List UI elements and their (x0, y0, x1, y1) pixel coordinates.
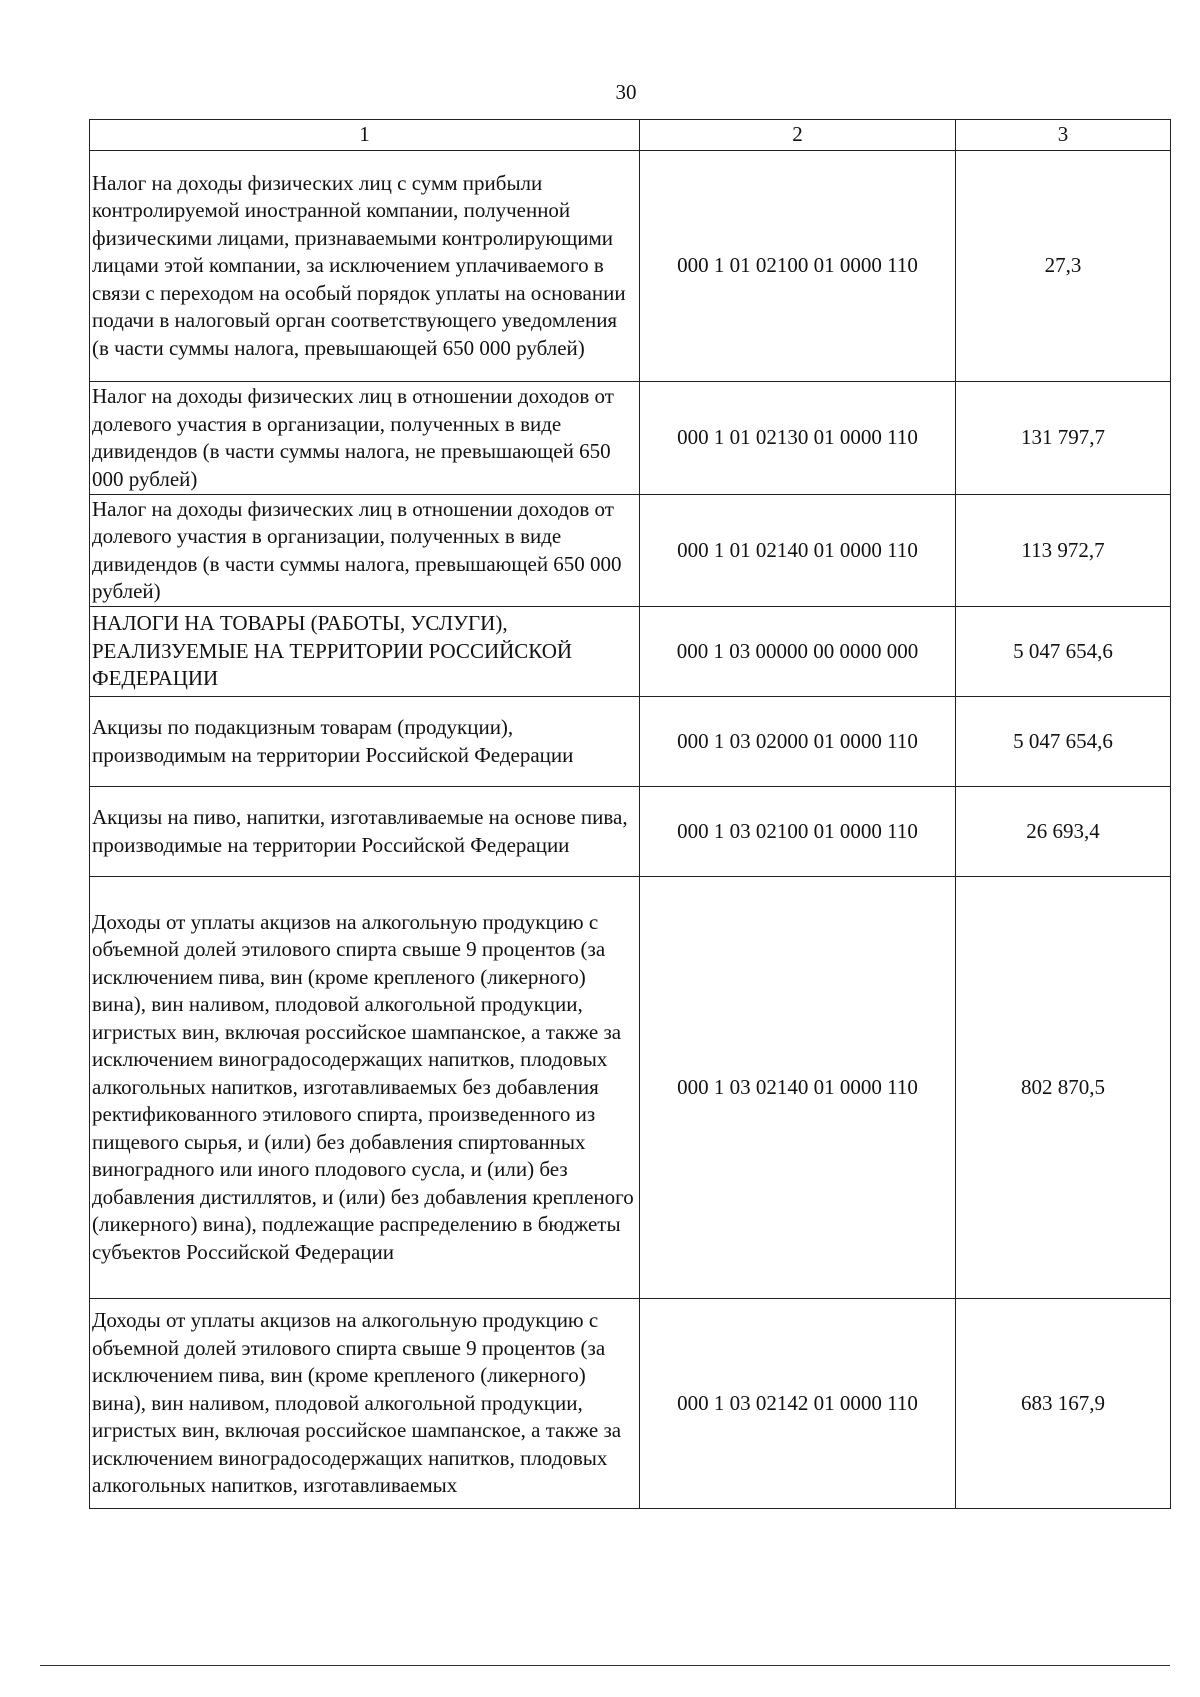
table-row (90, 607, 1171, 697)
row-name: Налог на доходы физических лиц с сумм прибыли контролируемой иностранной компании, полученной физическими лицами, признаваемыми контролирующими лицами этой компании, за исключением уплачиваемого в связи с переходом на особый порядок уплаты на основании подачи в налоговый орган соответствующего уведомления (в части суммы налога, превышающей 650 000 рублей) (90, 151, 640, 382)
row-code: 000 1 01 02140 01 0000 110 (640, 495, 956, 607)
row-name: Доходы от уплаты акцизов на алкогольную продукцию с объемной долей этилового спирта свыше 9 процентов (за исключением пива, вин (кроме крепленого (ликерного) вина), вин наливом, плодовой алкогольной продукции, игристых вин, включая российское шампанское, а также за исключением виноградосодержащих напитков, плодовых алкогольных напитков, изготавливаемых (90, 1299, 640, 1509)
table-row (90, 495, 1171, 607)
row-code: 000 1 01 02130 01 0000 110 (640, 382, 956, 495)
table-row (90, 787, 1171, 877)
row-code: 000 1 03 02000 01 0000 110 (640, 697, 956, 787)
table-row (90, 697, 1171, 787)
table-row (90, 1299, 1171, 1509)
row-amount: 683 167,9 (956, 1299, 1171, 1509)
row-amount: 131 797,7 (956, 382, 1171, 495)
row-amount: 5 047 654,6 (956, 697, 1171, 787)
revenue-table (89, 119, 1171, 1509)
row-amount: 802 870,5 (956, 877, 1171, 1299)
column-header-code: 2 (640, 120, 956, 151)
row-name: Акцизы по подакцизным товарам (продукции), производимым на территории Российской Федерации (90, 697, 640, 787)
row-code: 000 1 03 02100 01 0000 110 (640, 787, 956, 877)
row-name: НАЛОГИ НА ТОВАРЫ (РАБОТЫ, УСЛУГИ), РЕАЛИЗУЕМЫЕ НА ТЕРРИТОРИИ РОССИЙСКОЙ ФЕДЕРАЦИИ (90, 607, 640, 697)
row-code: 000 1 01 02100 01 0000 110 (640, 151, 956, 382)
row-name: Доходы от уплаты акцизов на алкогольную продукцию с объемной долей этилового спирта свыше 9 процентов (за исключением пива, вин (кроме крепленого (ликерного) вина), вин наливом, плодовой алкогольной продукции, игристых вин, включая российское шампанское, а также за исключением виноградосодержащих напитков, плодовых алкогольных напитков, изготавливаемых без добавления ректификованного этилового спирта, произведенного из пищевого сырья, и (или) без добавления спиртованных виноградного или иного плодового сусла, и (или) без добавления дистиллятов, и (или) без добавления крепленого (ликерного) вина), подлежащие распределению в бюджеты субъектов Российской Федерации (90, 877, 640, 1299)
row-name: Налог на доходы физических лиц в отношении доходов от долевого участия в организации, полученных в виде дивидендов (в части суммы налога, не превышающей 650 000 рублей) (90, 382, 640, 495)
row-amount: 27,3 (956, 151, 1171, 382)
row-amount: 26 693,4 (956, 787, 1171, 877)
row-code: 000 1 03 02140 01 0000 110 (640, 877, 956, 1299)
column-header-amount: 3 (956, 120, 1171, 151)
row-amount: 113 972,7 (956, 495, 1171, 607)
row-code: 000 1 03 00000 00 0000 000 (640, 607, 956, 697)
table-header-row (90, 120, 1171, 151)
table-row (90, 877, 1171, 1299)
row-amount: 5 047 654,6 (956, 607, 1171, 697)
row-code: 000 1 03 02142 01 0000 110 (640, 1299, 956, 1509)
column-header-name: 1 (90, 120, 640, 151)
row-name: Акцизы на пиво, напитки, изготавливаемые на основе пива, производимые на территории Российской Федерации (90, 787, 640, 877)
bottom-divider (40, 1665, 1170, 1666)
table-row (90, 382, 1171, 495)
table-row (90, 151, 1171, 382)
page-number: 30 (615, 80, 637, 104)
row-name: Налог на доходы физических лиц в отношении доходов от долевого участия в организации, полученных в виде дивидендов (в части суммы налога, превышающей 650 000 рублей) (90, 495, 640, 607)
